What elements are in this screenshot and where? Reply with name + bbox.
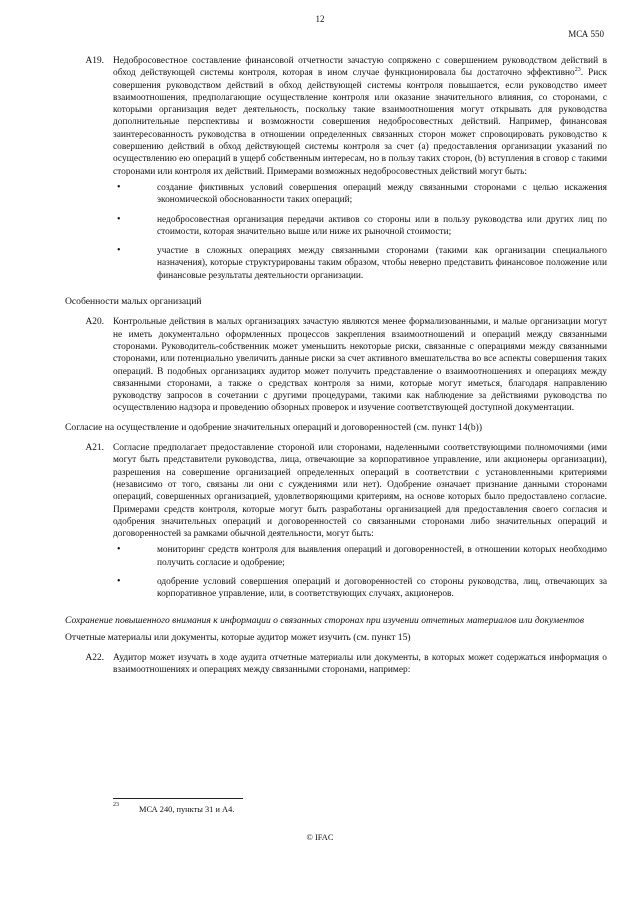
list-item: • одобрение условий совершения операций и договоренностей со стороны руководства, лиц, отвечающих за корпоративное управление, или, в соответствующих случаях, акционеров. — [113, 576, 607, 601]
paragraph-text: Контрольные действия в малых организациях зачастую являются менее формализованными, и малые организации могут не иметь документально оформленных процессов закрепления взаимоотношений и операций между связанными сторонами. Руководитель-собственник может уменьшить некоторые риски, связанные с операциями между связанными сторонами, или потенциально увеличить данные риски за счет активного вмешательства во все аспекты совершения таких операций. В подобных организациях аудитор может получить представление о взаимоотношениях и операциях между связанными сторонами, а также о средствах контроля за ними, которые могут иметься, благодаря направлению руководству запросов в сочетании с другими процедурами, такими как наблюдение за действиями руководства по осуществлению надзора и проведению обзорных проверок и изучение соответствующей доступной документации. — [113, 317, 607, 414]
paragraph-text-part: . Риск совершения руководством действий в обход действующей системы контроля повышается, если руководство имеет взаимоотношения, предполагающие осуществление контроля или оказание значительного влияния, со сторонами, с которыми организация ведет деятельность, поскольку такие взаимоотношения могут открывать для руководства дополнительные перспективы и возможности совершения недобросовестных действий. Например, финансовая заинтересованность руководства в отношении определенных связанных сторон может спровоцировать руководство к совершению действий в обход действующей системы контроля за счет (а) предоставления организации указаний по осуществлению ею операций в ущерб собственным интересам, но в пользу таких сторон, (b) вступления в сговор с такими сторонами или контроля их действий. Примерами возможных недобросовестных действий могут быть: — [113, 68, 607, 177]
footnote-divider — [113, 798, 243, 799]
section-heading: Согласие на осуществление и одобрение значительных операций и договоренностей (см. пункт 14(b)) — [65, 421, 483, 433]
paragraph-a21 — [85, 442, 607, 608]
footnote — [113, 802, 235, 814]
paragraph-label: A21. — [85, 443, 104, 454]
paragraph-label: A20. — [85, 317, 104, 328]
paragraph-text-part: Недобросовестное составление финансовой отчетности зачастую сопряжено с совершением руководством действий в обход действующей системы контроля, которая в ином случае функционировала бы достаточно эффективно — [113, 56, 607, 79]
section-heading: Отчетные материалы или документы, которые аудитор может изучить (см. пункт 15) — [65, 631, 411, 643]
page-number: 12 — [315, 14, 325, 24]
paragraph-a20 — [85, 316, 607, 414]
section-heading-italic: Сохранение повышенного внимания к информации о связанных сторонах при изучении отчетных материалов или документов — [65, 614, 585, 626]
paragraph-a19 — [85, 55, 607, 289]
paragraph-label: A22. — [85, 653, 104, 664]
document-body — [65, 55, 607, 684]
list-item: • участие в сложных операциях между связанными сторонами (такими как организации специального назначения), которые структурированы таким образом, чтобы неверно представить финансовое положение или финансовые результаты деятельности организации. — [113, 245, 607, 282]
list-item: • недобросовестная организация передачи активов со стороны или в пользу руководства или других лиц по стоимости, которая значительно выше или ниже их рыночной стоимости; — [113, 214, 607, 239]
paragraph-text: Аудитор может изучать в ходе аудита отчетные материалы или документы, в которых может содержаться информация о взаимоотношениях и операциях между связанными сторонами, например: — [113, 653, 607, 676]
section-heading: Особенности малых организаций — [65, 296, 202, 308]
bullet-list — [113, 544, 607, 600]
list-item: • создание фиктивных условий совершения операций между связанными сторонами с целью искажения экономической обоснованности таких операций; — [113, 182, 607, 207]
paragraph-label: A19. — [85, 56, 104, 66]
list-item: • мониторинг средств контроля для выявления операций и договоренностей, в отношении которых необходимо получить согласие и одобрение; — [113, 544, 607, 569]
copyright: © IFAC — [306, 833, 334, 842]
bullet-list — [113, 182, 607, 282]
paragraph-a22 — [85, 652, 607, 677]
footnote-ref[interactable]: 23 — [574, 67, 581, 74]
paragraph-text-part: Согласие предполагает предоставление стороной или сторонами, наделенными соответствующими полномочиями (ими могут быть представители руководства, лица, отвечающие за корпоративное управление, или акционеры организации), разрешения на совершение организацией определенных операций в соответствии с установленными критериями (независимо от того, связаны ли они с суждениями или нет). Одобрение означает признание данными сторонами операций, совершенных организацией, удовлетворяющими критериям, на основе которых было предоставлено согласие. Примерами средств контроля, которые могут быть разработаны организацией для предоставления своего согласия и одобрения значительных операций и договоренностей со связанными сторонами либо значительных операций и договоренностей за рамками обычной деятельности, могут быть: — [113, 443, 607, 540]
paragraph-text — [113, 55, 607, 289]
footnote-number: 23 — [113, 802, 119, 808]
standard-code: МСА 550 — [568, 29, 604, 39]
footnote-text: МСА 240, пункты 31 и А4. — [139, 805, 235, 814]
paragraph-text — [113, 442, 607, 608]
